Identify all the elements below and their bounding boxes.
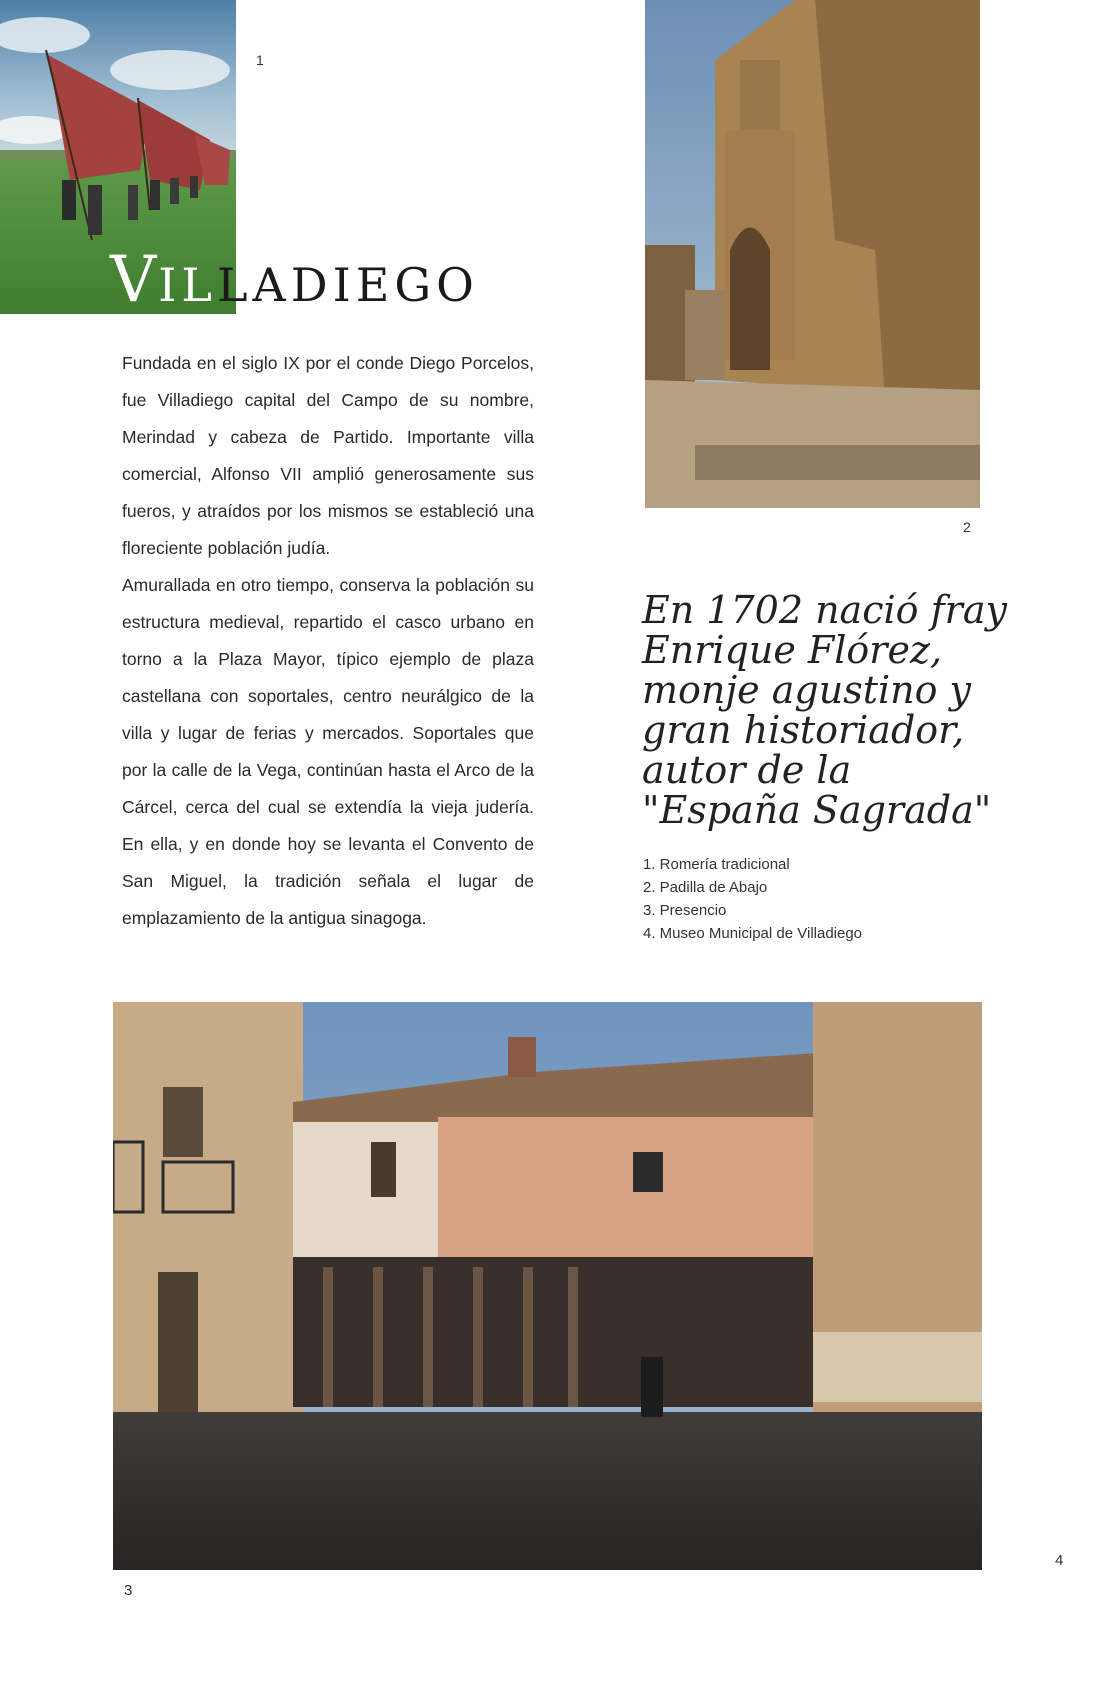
page-title — [110, 243, 479, 317]
photo-number-1: 1 — [256, 52, 264, 68]
photo-padilla-de-abajo — [645, 0, 980, 508]
page-number-left: 3 — [124, 1582, 133, 1599]
photo-number-2: 2 — [963, 519, 971, 535]
body-text — [122, 345, 534, 937]
caption-item: 4. Museo Municipal de Villadiego — [643, 925, 863, 942]
body-paragraph-1: Fundada en el siglo IX por el conde Diego Porcelos, fue Villadiego capital del Campo de su nombre, Merindad y cabeza de Partido. Importante villa comercial, Alfonso VII amplió generosamente sus fueros, y atraídos por los mismos se estableció una floreciente población judía. — [122, 353, 534, 558]
title-overlay-letters: IL — [158, 258, 217, 312]
photo-captions — [643, 853, 862, 945]
caption-item: 2. Padilla de Abajo — [643, 879, 768, 896]
pull-quote: En 1702 nació fray Enrique Flórez, monje agustino y gran historiador, autor de la "España Sagrada" — [642, 588, 1007, 832]
caption-item: 1. Romería tradicional — [643, 856, 790, 873]
title-rest: LADIEGO — [216, 258, 479, 312]
body-paragraph-2: Amurallada en otro tiempo, conserva la población su estructura medieval, repartido el casco urbano en torno a la Plaza Mayor, típico ejemplo de plaza castellana con soportales, centro neurálgico de la villa y lugar de ferias y mercados. Soportales que por la calle de la Vega, continúan hasta el Arco de la Cárcel, cerca del cual se extendía la vieja judería. En ella, y en donde hoy se levanta el Convento de San Miguel, la tradición señala el lugar de emplazamiento de la antigua sinagoga. — [122, 575, 534, 928]
caption-item: 3. Presencio — [643, 902, 727, 919]
photo-presencio — [113, 1002, 982, 1570]
title-initial: V — [110, 243, 159, 317]
page-number-right: 4 — [1055, 1552, 1064, 1569]
